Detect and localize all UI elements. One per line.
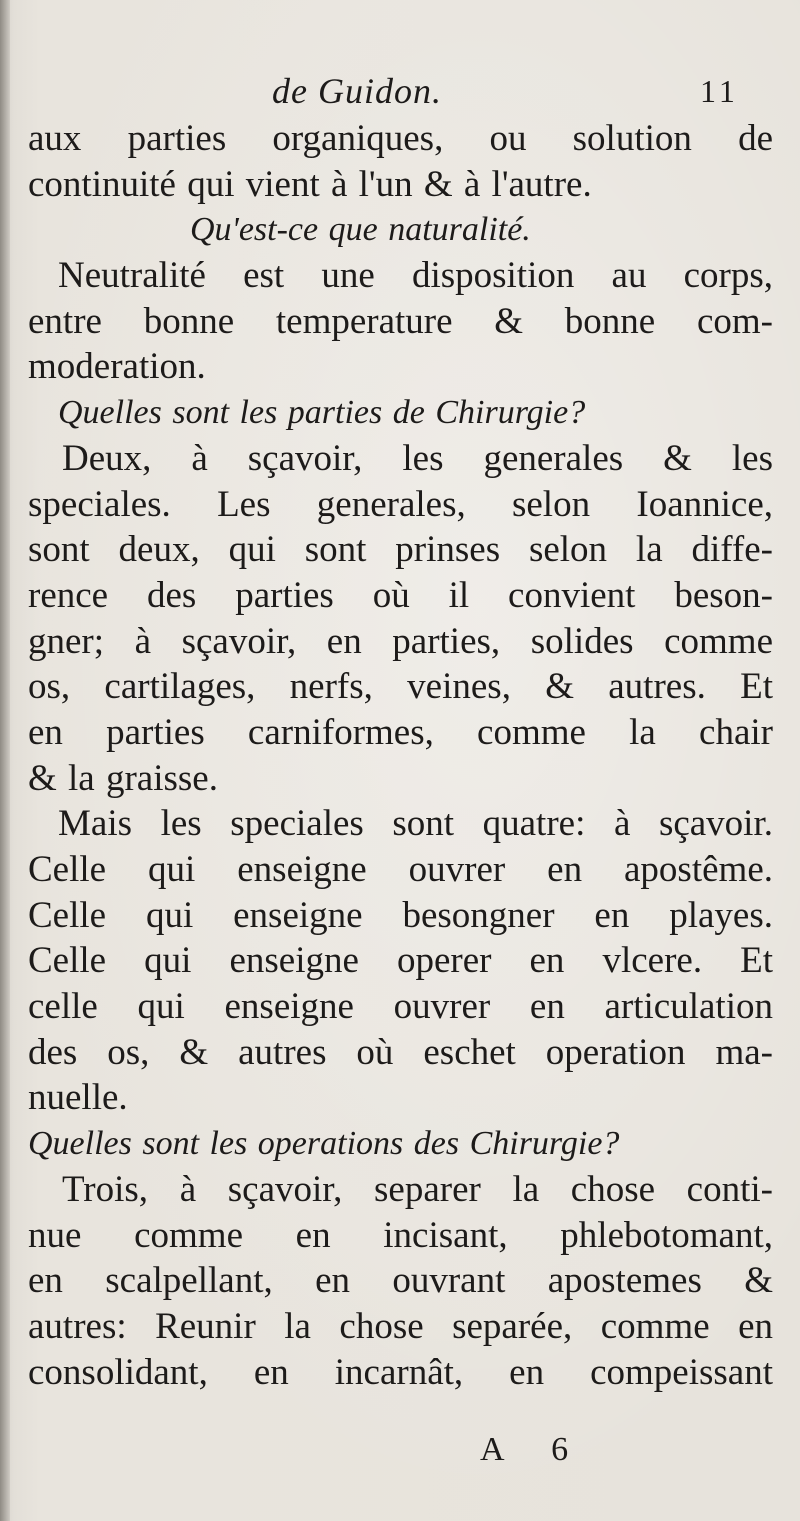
text-line: gner; à sçavoir, en parties, solides comme xyxy=(28,620,773,662)
text-line: Neutralité est une disposition au corps, xyxy=(58,255,773,297)
question-heading: Quelles sont les parties de Chirurgie? xyxy=(58,394,586,432)
signature-line xyxy=(0,1420,800,1480)
text-line: en scalpellant, en ouvrant apostemes & xyxy=(28,1260,773,1302)
text-line: autres: Reunir la chose separée, comme en xyxy=(28,1305,773,1347)
running-head-title: de Guidon. xyxy=(272,71,442,111)
text-line: continuité qui vient à l'un & à l'autre. xyxy=(28,163,592,205)
text-line: en parties carniformes, comme la chair xyxy=(28,711,773,753)
text-line: moderation. xyxy=(28,346,206,388)
question-heading: Qu'est-ce que naturalité. xyxy=(190,211,531,249)
page-number: 11 xyxy=(700,73,739,109)
text-line: des os, & autres où eschet operation ma- xyxy=(28,1031,773,1073)
text-line: celle qui enseigne ouvrer en articulation xyxy=(28,986,773,1028)
text-line: nue comme en incisant, phlebotomant, xyxy=(28,1214,773,1256)
text-line: consolidant, en incarnât, en compeissant xyxy=(28,1351,773,1393)
text-line: Trois, à sçavoir, separer la chose conti- xyxy=(62,1168,773,1210)
signature-mark: A 6 xyxy=(480,1431,589,1468)
text-line: entre bonne temperature & bonne com- xyxy=(28,300,773,342)
text-line: rence des parties où il convient beson- xyxy=(28,574,773,616)
text-line: nuelle. xyxy=(28,1077,128,1119)
text-line: Deux, à sçavoir, les generales & les xyxy=(62,437,773,479)
text-line: & la graisse. xyxy=(28,757,218,799)
text-line: sont deux, qui sont prinses selon la diffe- xyxy=(28,529,773,571)
page-gutter-edge xyxy=(0,0,10,1521)
body-text xyxy=(28,116,773,1395)
text-line: Celle qui enseigne ouvrer en apostême. xyxy=(28,849,773,890)
text-line: Mais les speciales sont quatre: à sçavoir. xyxy=(58,803,773,845)
question-heading: Quelles sont les operations des Chirurgie? xyxy=(28,1125,620,1163)
text-line: aux parties organiques, ou solution de xyxy=(28,118,773,159)
text-line: speciales. Les generales, selon Ioannice, xyxy=(28,483,773,525)
text-line: Celle qui enseigne operer en vlcere. Et xyxy=(28,940,773,982)
text-line: os, cartilages, nerfs, veines, & autres. Et xyxy=(28,666,773,708)
running-head xyxy=(0,66,800,116)
text-line: Celle qui enseigne besongner en playes. xyxy=(28,894,773,936)
